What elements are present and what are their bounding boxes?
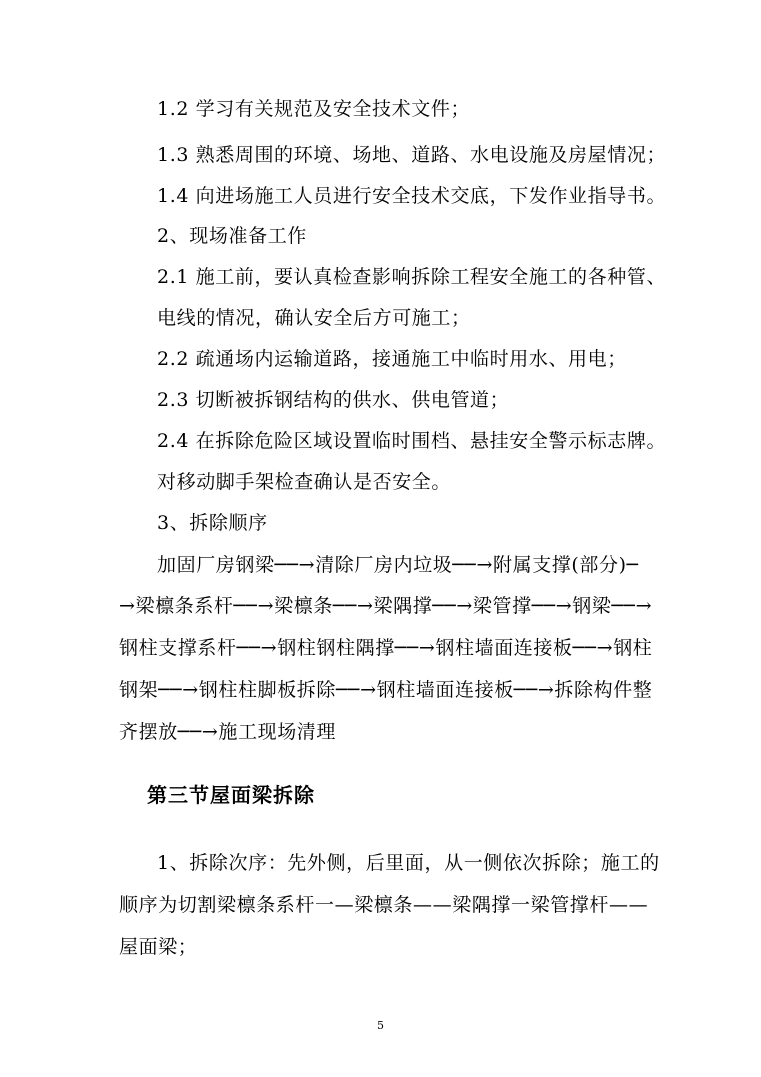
sequence-line: →梁檩条系杆──→梁檩条──→梁隅撑──→梁管撑──→钢梁──→ [119,595,653,617]
section3-line: 顺序为切割梁檩条系杆一—梁檩条——梁隅撑一梁管撑杆—— [119,894,649,916]
sequence-line: 加固厂房钢梁──→清除厂房内垃圾──→附属支撑(部分)─ [157,554,639,576]
item-2-2: 2.2 疏通场内运输道路，接通施工中临时用水、用电； [157,348,627,370]
section3-line: 屋面梁； [119,936,198,958]
item-2-1-cont: 电线的情况，确认安全后方可施工； [157,307,471,329]
item-1-2: 1.2 学习有关规范及安全技术文件； [157,98,471,120]
section3-line: 1、拆除次序：先外侧，后里面，从一侧依次拆除；施工的 [157,852,660,874]
site-prep-heading: 2、现场准备工作 [157,225,307,247]
item-2-3: 2.3 切断被拆钢结构的供水、供电管道； [157,389,510,411]
item-1-4: 1.4 向进场施工人员进行安全技术交底，下发作业指导书。 [157,185,667,207]
item-2-1: 2.1 施工前，要认真检查影响拆除工程安全施工的各种管、 [157,266,667,288]
sequence-line: 钢柱支撑系杆──→钢柱钢柱隅撑──→钢柱墙面连接板──→钢柱 [119,637,653,659]
item-1-3: 1.3 熟悉周围的环境、场地、道路、水电设施及房屋情况； [157,144,667,166]
page-number: 5 [377,1019,384,1032]
sequence-line: 齐摆放──→施工现场清理 [119,721,336,743]
sequence-heading: 3、拆除顺序 [157,512,268,534]
section-title: 第三节屋面梁拆除 [147,783,315,807]
item-2-4-cont: 对移动脚手架检查确认是否安全。 [157,471,452,493]
sequence-line: 钢架──→钢柱柱脚板拆除──→钢柱墙面连接板──→拆除构件整 [119,679,653,701]
item-2-4: 2.4 在拆除危险区域设置临时围档、悬挂安全警示标志牌。 [157,430,667,452]
